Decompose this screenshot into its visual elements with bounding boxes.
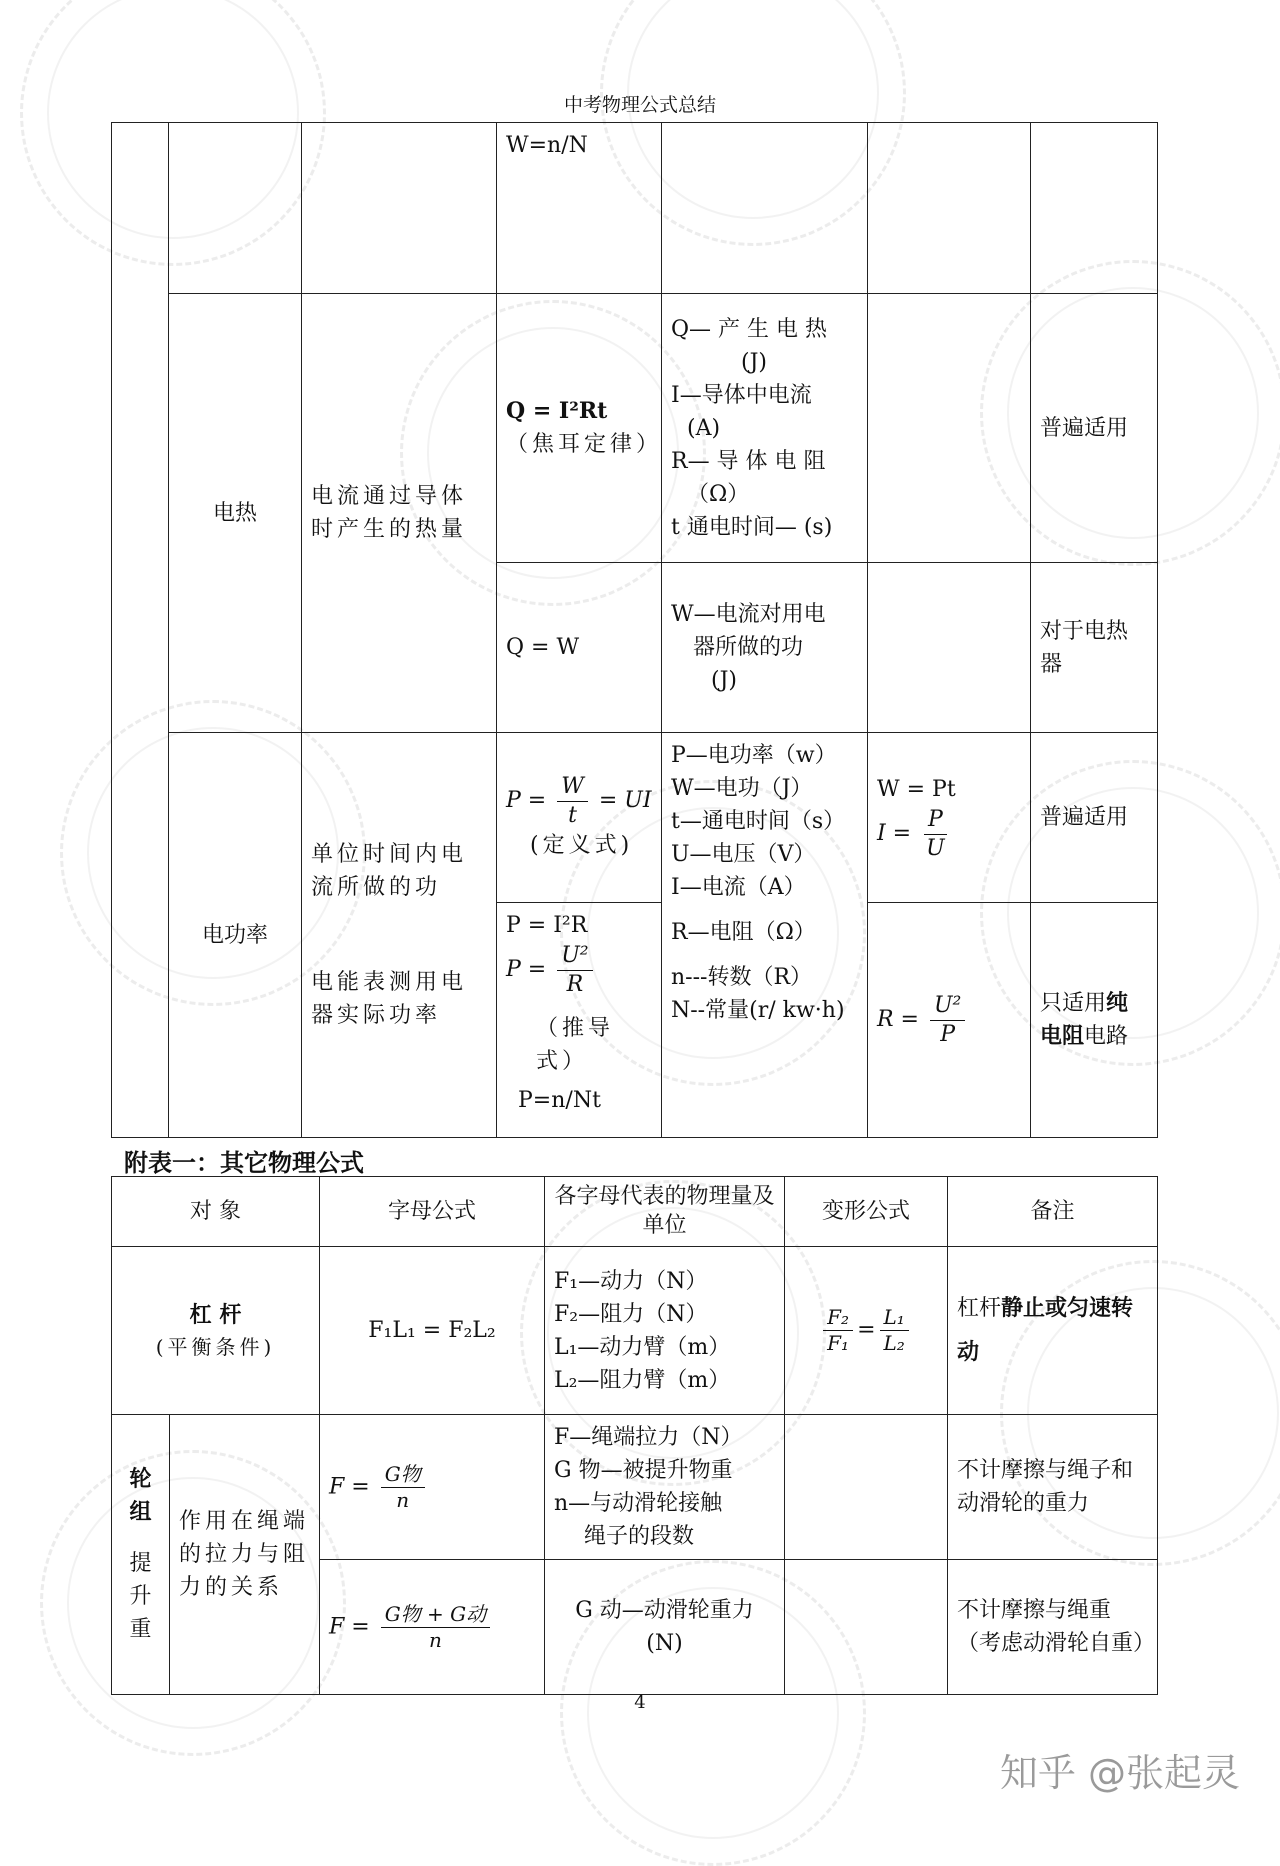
fraction-denominator: n: [396, 1487, 410, 1512]
remark-emphasis: 纯电阻: [1040, 991, 1129, 1049]
fraction-numerator: U²: [557, 942, 592, 971]
quantity-name: 电热: [169, 294, 302, 733]
symbol-line: F₁—动力（N）: [554, 1268, 708, 1294]
fraction: [930, 992, 965, 1048]
fraction: [823, 1305, 853, 1356]
formula-note: （焦耳定律）: [506, 432, 663, 457]
description-cell: 作用在绳端的拉力与阻力的关系: [170, 1415, 320, 1695]
remark-cell: 普遍适用: [1031, 733, 1158, 903]
object-name: 杠 杆: [189, 1303, 242, 1329]
remark-cell: [1031, 123, 1158, 294]
symbols-cell: [545, 1247, 785, 1415]
object-cell: [112, 1415, 170, 1695]
table-header-row: [112, 1177, 1158, 1247]
symbol-line: t 通电时间— (s): [671, 514, 833, 540]
fraction: [381, 1462, 425, 1513]
symbol-line: N--常量(r/ kw·h): [671, 998, 845, 1023]
variant-cell: [785, 1560, 948, 1695]
table-row: [112, 1247, 1158, 1415]
definition-text: 单位时间内电流所做的功: [311, 842, 468, 900]
symbol-line: G 物—被提升物重: [554, 1458, 733, 1484]
table-row: [112, 733, 1158, 903]
formula-cell: W=n/N: [497, 123, 662, 294]
formula-lhs: P =: [506, 788, 547, 813]
fraction-numerator: G物: [381, 1462, 425, 1488]
equals-sign: =: [857, 1317, 876, 1343]
symbol-line: G 动—动滑轮重力: [575, 1598, 754, 1624]
brand-watermark: 知乎 @张起灵: [999, 1751, 1240, 1795]
variant-cell: [785, 1247, 948, 1415]
symbol-line: Q— 产 生 电 热: [671, 316, 828, 342]
definition-text: 电能表测用电器实际功率: [311, 970, 468, 1028]
appendix-title: 附表一：其它物理公式: [124, 1149, 364, 1177]
fraction-denominator: n: [428, 1627, 442, 1652]
symbol-line: F—绳端拉力（N）: [554, 1425, 743, 1451]
symbol-line: (N): [646, 1631, 683, 1657]
symbols-cell: [545, 1415, 785, 1560]
column-header: 对 象: [112, 1177, 320, 1247]
remark-cell: 对于电热器: [1031, 563, 1158, 733]
symbol-line: (J): [711, 668, 737, 693]
remark-cell: 普遍适用: [1031, 294, 1158, 563]
fraction-numerator: F₂: [823, 1305, 853, 1331]
category-cell: [112, 123, 169, 1138]
fraction-denominator: F₁: [827, 1331, 850, 1356]
fraction-numerator: P: [924, 806, 947, 835]
appendix-table: [111, 1176, 1158, 1695]
fraction-denominator: L₂: [883, 1331, 905, 1356]
symbols-cell: [662, 123, 868, 294]
symbol-line: R— 导 体 电 阻: [671, 448, 826, 474]
fraction: [922, 806, 949, 862]
symbols-cell: [662, 733, 868, 1138]
formula-lhs: F =: [329, 1614, 370, 1640]
formula-table: [111, 122, 1158, 1138]
quantity-name: 电功率: [169, 733, 302, 1138]
symbol-line: n---转数（R）: [671, 965, 813, 990]
table-row: [112, 294, 1158, 563]
name-cell: [169, 123, 302, 294]
formula-rhs: = UI: [598, 788, 652, 813]
quantity-definition: [302, 733, 497, 1138]
symbols-cell: [662, 563, 868, 733]
remark-emphasis: 静止或匀速转动: [957, 1295, 1134, 1365]
symbol-line: F₂—阻力（N）: [554, 1301, 708, 1327]
variant-cell: [868, 733, 1031, 903]
remark-text: 电路: [1084, 1024, 1129, 1049]
column-header: 各字母代表的物理量及单位: [545, 1177, 785, 1247]
page-header: 中考物理公式总结: [563, 94, 716, 116]
formula-lhs: F =: [329, 1474, 370, 1500]
symbol-line: L₂—阻力臂（m）: [554, 1367, 731, 1393]
table-row: [112, 1415, 1158, 1560]
symbol-line: (J): [741, 349, 767, 375]
formula-line: P = I²R: [506, 913, 588, 938]
symbol-line: t—通电时间（s）: [671, 809, 846, 834]
formula-lhs: I =: [877, 821, 912, 846]
formula-cell: [497, 733, 662, 903]
symbol-line: L₁—动力臂（m）: [554, 1334, 731, 1360]
symbol-line: 器所做的功: [693, 635, 804, 660]
quantity-definition: 电流通过导体时产生的热量: [302, 294, 497, 733]
fraction: [880, 1305, 909, 1356]
joule-formula: Q = I²Rt: [506, 398, 608, 424]
symbol-line: 绳子的段数: [584, 1524, 695, 1550]
remark-text: 杠杆: [957, 1295, 1002, 1321]
formula-cell: [497, 294, 662, 563]
fraction-denominator: R: [566, 971, 584, 997]
fraction-numerator: G物 + G动: [381, 1602, 490, 1628]
variant-cell: [868, 563, 1031, 733]
symbol-line: W—电流对用电: [671, 602, 826, 627]
column-header: 备注: [948, 1177, 1158, 1247]
fraction: [557, 773, 588, 829]
formula-note: (定义式): [530, 833, 634, 858]
fraction: [381, 1602, 490, 1653]
page-number: 4: [634, 1692, 646, 1713]
formula-line: P=n/Nt: [518, 1088, 601, 1113]
formula-cell: F₁L₁ = F₂L₂: [320, 1247, 545, 1415]
column-header: 变形公式: [785, 1177, 948, 1247]
definition-cell: [302, 123, 497, 294]
remark-cell: 不计摩擦与绳重（考虑动滑轮自重）: [948, 1560, 1158, 1695]
remark-cell: [948, 1247, 1158, 1415]
table-row: [112, 123, 1158, 294]
formula-cell: Q = W: [497, 563, 662, 733]
variant-cell: [785, 1415, 948, 1560]
variant-cell: [868, 903, 1031, 1138]
symbol-line: P—电功率（w）: [671, 743, 837, 768]
symbols-cell: [545, 1560, 785, 1695]
variant-cell: [868, 294, 1031, 563]
symbol-line: U—电压（V）: [671, 842, 816, 867]
variant-line: W = Pt: [877, 777, 956, 802]
formula-note: （推导式）: [536, 1016, 615, 1074]
symbol-line: （Ω）: [687, 481, 750, 507]
formula-cell: [320, 1560, 545, 1695]
symbols-cell: [662, 294, 868, 563]
symbol-line: W—电功（J）: [671, 776, 813, 801]
formula-cell: [497, 903, 662, 1138]
symbol-line: n—与动滑轮接触: [554, 1491, 723, 1517]
fraction: [557, 942, 592, 998]
object-sub: (平衡条件): [155, 1335, 276, 1360]
fraction-denominator: U: [926, 835, 945, 861]
fraction-numerator: L₁: [880, 1305, 909, 1331]
formula-cell: [320, 1415, 545, 1560]
symbol-line: I—电流（A）: [671, 875, 806, 900]
remark-cell: 不计摩擦与绳子和动滑轮的重力: [948, 1415, 1158, 1560]
symbol-line: (A): [687, 415, 721, 441]
fraction-denominator: P: [940, 1021, 956, 1047]
object-cell: [112, 1247, 320, 1415]
fraction-denominator: t: [568, 802, 577, 828]
variant-cell: [868, 123, 1031, 294]
column-header: 字母公式: [320, 1177, 545, 1247]
fraction-numerator: W: [557, 773, 588, 802]
object-sub: 提升重: [129, 1551, 152, 1643]
formula-lhs: R =: [877, 1007, 919, 1032]
symbol-line: I—导体中电流: [671, 382, 812, 408]
formula-lhs: P =: [506, 957, 547, 982]
object-name: 轮组: [129, 1467, 152, 1526]
symbol-line: R—电阻（Ω）: [671, 920, 816, 945]
fraction-numerator: U²: [930, 992, 965, 1021]
remark-cell: [1031, 903, 1158, 1138]
remark-text: 只适用: [1040, 991, 1107, 1016]
